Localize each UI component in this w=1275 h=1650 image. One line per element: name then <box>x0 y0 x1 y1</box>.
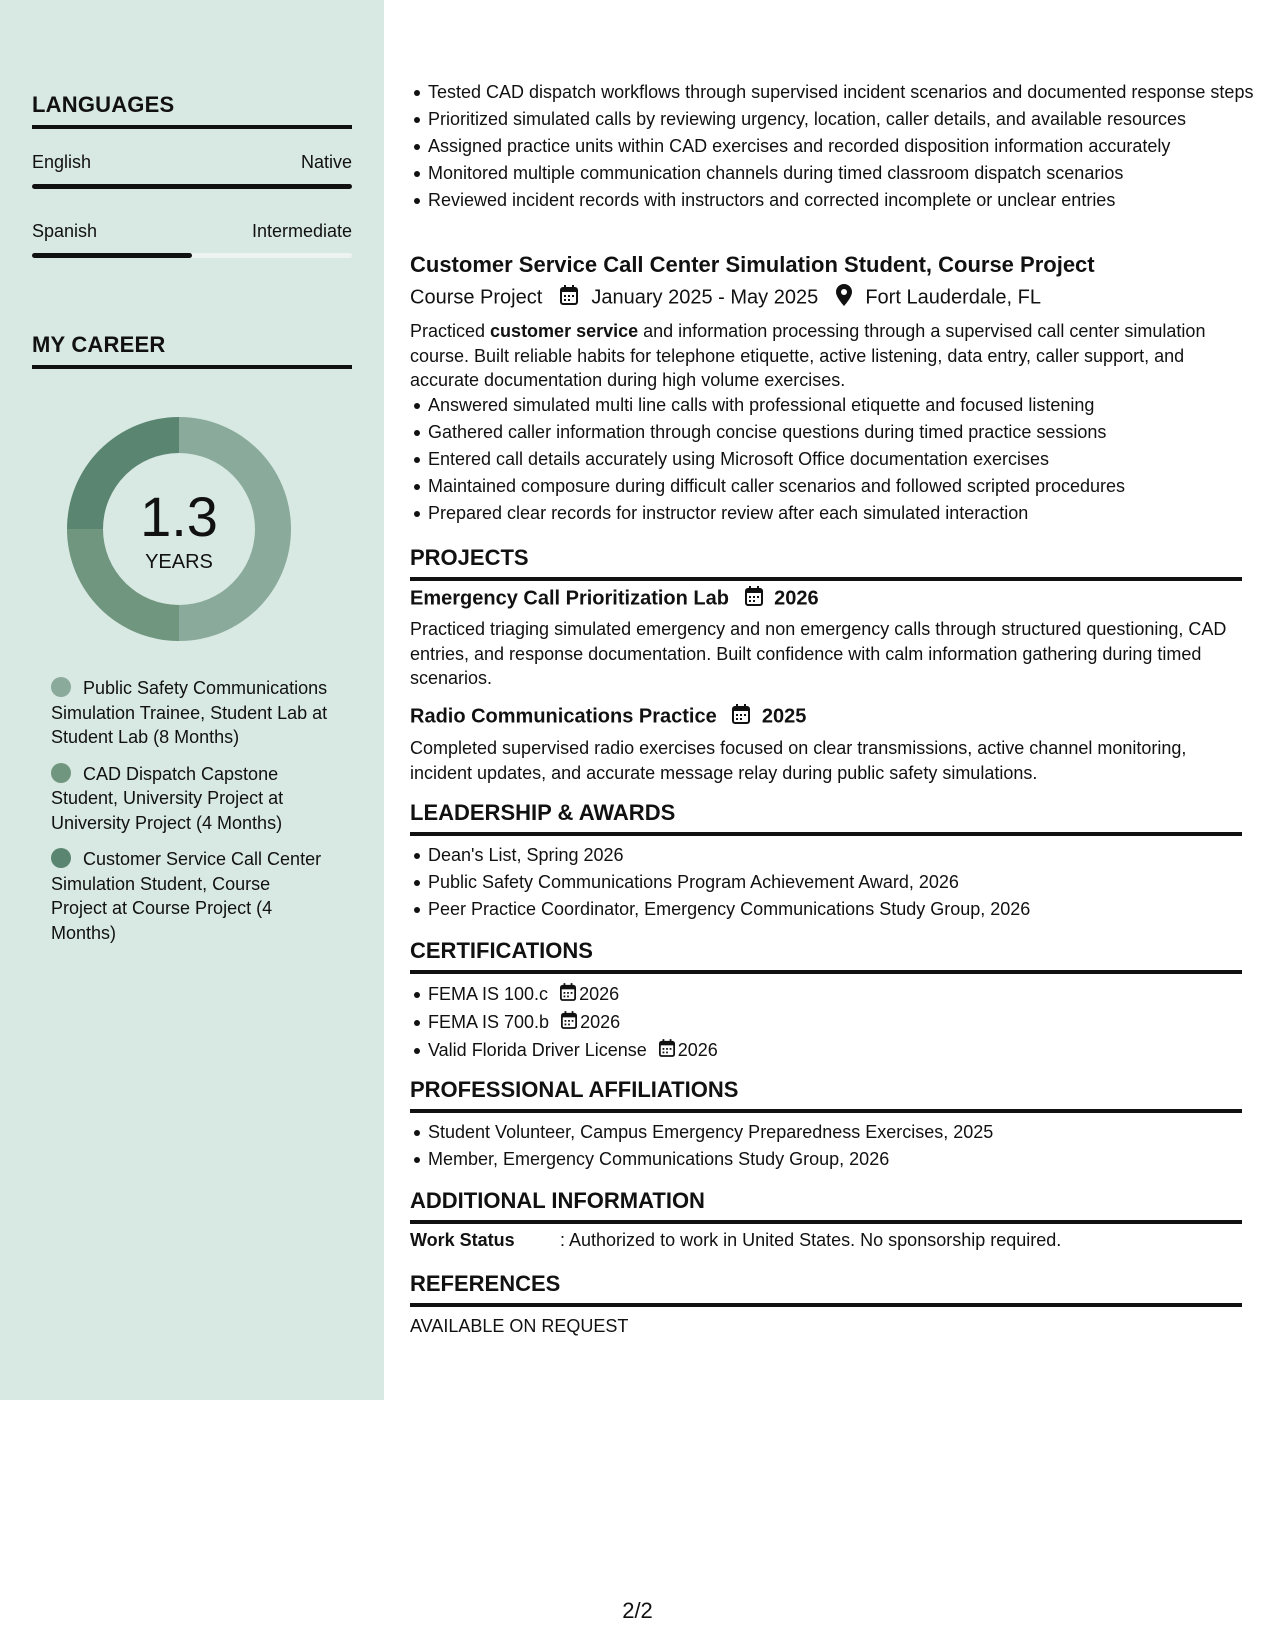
career-item <box>51 847 331 945</box>
job-title: Customer Service Call Center Simulation Student, Course Project <box>410 252 1095 277</box>
bullet-item: Student Volunteer, Campus Emergency Preparedness Exercises, 2025 <box>428 1120 1260 1145</box>
certification-item <box>428 1038 1260 1064</box>
additional-info-heading: ADDITIONAL INFORMATION <box>410 1188 1242 1224</box>
work-status-value: : Authorized to work in United States. No sponsorship required. <box>560 1230 1062 1250</box>
language-proficiency-fill <box>32 184 352 189</box>
career-item-text: CAD Dispatch Capstone Student, University Project at University Project (4 Months) <box>51 763 284 833</box>
calendar-icon <box>560 983 576 1008</box>
certification-name: Valid Florida Driver License <box>428 1040 647 1060</box>
job-summary-keyword: customer service <box>490 321 639 341</box>
affiliations-heading: PROFESSIONAL AFFILIATIONS <box>410 1077 1242 1113</box>
career-list <box>51 676 331 957</box>
job-bullets <box>410 393 1260 528</box>
bullet-item: Dean's List, Spring 2026 <box>428 843 1260 868</box>
certifications-heading: CERTIFICATIONS <box>410 938 1242 974</box>
calendar-icon <box>561 1011 577 1036</box>
project-title <box>410 586 819 612</box>
language-level: Native <box>300 152 352 172</box>
certification-year: 2026 <box>580 1012 621 1032</box>
job-summary-post: and information processing through a supervised call center simulation course. Built reliable habits for telephone etiquette, active listening, data entry, caller support, and accurate documentation during high volume exercises. <box>410 321 1206 390</box>
location-pin-icon <box>836 284 852 312</box>
career-heading: MY CAREER <box>32 332 352 369</box>
bullet-item: Public Safety Communications Program Achievement Award, 2026 <box>428 870 1260 895</box>
languages-heading: LANGUAGES <box>32 92 352 129</box>
certification-name: FEMA IS 700.b <box>428 1012 550 1032</box>
bullet-item: Peer Practice Coordinator, Emergency Communications Study Group, 2026 <box>428 897 1260 922</box>
bullet-item: Answered simulated multi line calls with professional etiquette and focused listening <box>428 393 1260 418</box>
project-description: Practiced triaging simulated emergency and non emergency calls through structured questioning, CAD entries, and response documentation. Built confidence with calm information gathering during timed scenarios. <box>410 619 1227 688</box>
certification-year: 2026 <box>579 984 620 1004</box>
job-location: Fort Lauderdale, FL <box>865 286 1041 309</box>
career-legend-dot <box>51 677 71 697</box>
language-proficiency-fill <box>32 253 192 258</box>
career-legend-dot <box>51 763 71 783</box>
bullet-item: Prepared clear records for instructor review after each simulated interaction <box>428 501 1260 526</box>
career-item-text: Customer Service Call Center Simulation Student, Course Project at Course Project (4 Months) <box>51 849 322 943</box>
calendar-icon <box>659 1039 675 1064</box>
career-legend-dot <box>51 848 71 868</box>
calendar-icon <box>745 586 763 612</box>
bullet-item: Member, Emergency Communications Study Group, 2026 <box>428 1147 1260 1172</box>
project-year: 2025 <box>761 705 807 728</box>
certification-year: 2026 <box>677 1040 718 1060</box>
bullet-item: Tested CAD dispatch workflows through supervised incident scenarios and documented response steps <box>428 80 1260 105</box>
job-meta <box>410 284 1041 312</box>
language-name: English <box>32 152 92 172</box>
certification-name: FEMA IS 100.c <box>428 984 549 1004</box>
projects-heading: PROJECTS <box>410 545 1242 581</box>
career-total-value: 1.3 <box>140 485 218 548</box>
career-donut-chart <box>67 417 291 641</box>
career-item-text: Public Safety Communications Simulation Trainee, Student Lab at Student Lab (8 Months) <box>51 678 328 747</box>
bullet-item: Prioritized simulated calls by reviewing urgency, location, caller details, and available resources <box>428 107 1260 132</box>
sidebar <box>0 0 384 1400</box>
job-summary <box>410 319 1242 393</box>
project-name: Emergency Call Prioritization Lab <box>410 587 729 610</box>
bullet-item: Assigned practice units within CAD exercises and recorded disposition information accurately <box>428 134 1260 159</box>
language-proficiency-bar <box>32 184 352 189</box>
previous-job-bullets <box>410 80 1260 215</box>
references-heading: REFERENCES <box>410 1271 1242 1307</box>
project-description: Completed supervised radio exercises focused on clear transmissions, active channel monitoring, incident updates, and accurate message relay during public safety simulations. <box>410 738 1187 783</box>
affiliations-list <box>410 1120 1260 1174</box>
calendar-icon <box>732 704 750 730</box>
career-item <box>51 762 331 836</box>
bullet-item: Gathered caller information through concise questions during timed practice sessions <box>428 420 1260 445</box>
project-year: 2026 <box>774 587 819 610</box>
certifications-list <box>410 982 1260 1066</box>
bullet-item: Entered call details accurately using Microsoft Office documentation exercises <box>428 447 1260 472</box>
certification-item <box>428 1010 1260 1036</box>
language-proficiency-bar <box>32 253 352 258</box>
project-name: Radio Communications Practice <box>410 705 717 728</box>
page-number: 2/2 <box>622 1598 653 1623</box>
career-donut-center <box>67 417 291 641</box>
language-level: Intermediate <box>251 221 352 241</box>
bullet-item: Monitored multiple communication channels during timed classroom dispatch scenarios <box>428 161 1260 186</box>
leadership-heading: LEADERSHIP & AWARDS <box>410 800 1242 836</box>
job-summary-pre: Practiced <box>410 321 491 341</box>
leadership-list <box>410 843 1260 924</box>
calendar-icon <box>560 285 578 311</box>
references-text: AVAILABLE ON REQUEST <box>410 1316 629 1336</box>
work-status-label: Work Status <box>410 1230 515 1250</box>
certification-item <box>428 982 1260 1008</box>
work-status-row <box>410 1230 1061 1251</box>
career-total-unit: YEARS <box>145 551 213 573</box>
bullet-item: Reviewed incident records with instructors and corrected incomplete or unclear entries <box>428 188 1260 213</box>
language-name: Spanish <box>32 221 98 241</box>
project-title <box>410 704 806 730</box>
bullet-item: Maintained composure during difficult caller scenarios and followed scripted procedures <box>428 474 1260 499</box>
job-org: Course Project <box>410 286 543 309</box>
job-dates: January 2025 - May 2025 <box>591 286 819 309</box>
career-item <box>51 676 331 750</box>
